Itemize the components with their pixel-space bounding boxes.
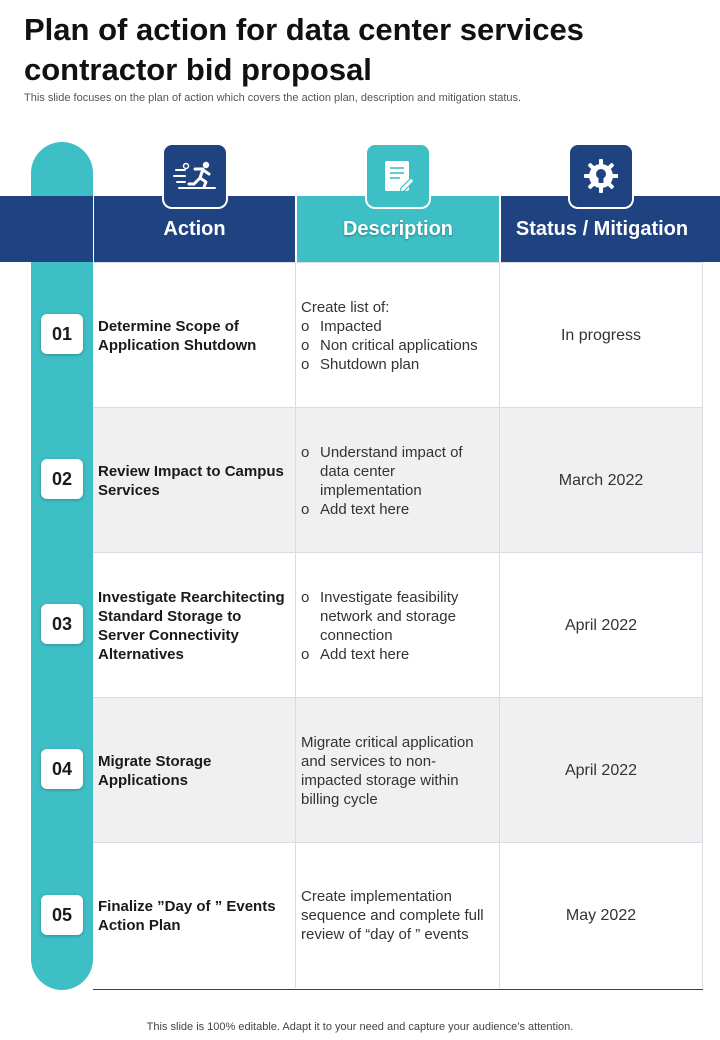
timeline-bar: [31, 142, 93, 990]
description-cell: [296, 408, 500, 553]
table-row: [93, 552, 703, 698]
table-row: [93, 697, 703, 843]
column-header-action: Action: [94, 196, 295, 262]
step-number-badge: 04: [41, 749, 83, 789]
status-cell: In progress: [500, 263, 703, 408]
description-bullet: o Shutdown plan: [301, 355, 493, 374]
action-plan-table: [93, 262, 703, 990]
description-intro: Create list of:: [301, 298, 390, 316]
description-bullet: o Non critical applications: [301, 336, 493, 355]
table-row: [93, 842, 703, 990]
action-cell: Investigate Rearchitecting Standard Storage to Server Connectivity Alternatives: [93, 553, 296, 698]
status-cell: May 2022: [500, 843, 703, 988]
action-cell: Review Impact to Campus Services: [93, 408, 296, 553]
footer-note: This slide is 100% editable. Adapt it to your need and capture your audience’s attention.: [146, 1021, 574, 1033]
table-row: [93, 407, 703, 553]
description-bullet: o Understand impact of data center implementation: [301, 443, 493, 500]
step-number-badge: 01: [41, 314, 83, 354]
gear-lightbulb-icon: [570, 145, 632, 207]
status-cell: March 2022: [500, 408, 703, 553]
header-band-left: [0, 196, 93, 262]
description-cell: [296, 263, 500, 408]
table-row: [93, 262, 703, 408]
description-bullet: o Add text here: [301, 645, 493, 664]
description-bullet: o Add text here: [301, 500, 493, 519]
description-cell: [296, 553, 500, 698]
column-header-status: Status / Mitigation: [501, 196, 703, 262]
column-header-description: Description: [297, 196, 499, 262]
page-subtitle: This slide focuses on the plan of action which covers the action plan, description and mitigation status.: [24, 92, 522, 104]
running-person-icon: [164, 145, 226, 207]
description-cell: [296, 698, 500, 843]
description-bullet: o Impacted: [301, 317, 493, 336]
step-number-badge: 02: [41, 459, 83, 499]
description-cell: [296, 843, 500, 988]
step-number-badge: 05: [41, 895, 83, 935]
status-cell: April 2022: [500, 698, 703, 843]
step-number-badge: 03: [41, 604, 83, 644]
action-cell: Determine Scope of Application Shutdown: [93, 263, 296, 408]
page-title: Plan of action for data center services contractor bid proposal: [24, 12, 584, 87]
action-cell: Migrate Storage Applications: [93, 698, 296, 843]
status-cell: April 2022: [500, 553, 703, 698]
description-text: Create implementation sequence and complete full review of “day of ” events: [301, 888, 484, 943]
description-bullet: o Investigate feasibility network and storage connection: [301, 588, 493, 645]
action-cell: Finalize ”Day of ” Events Action Plan: [93, 843, 296, 988]
document-icon: [367, 145, 429, 207]
header-band-right: [703, 196, 720, 262]
description-text: Migrate critical application and services to non-impacted storage within billing cycle: [301, 733, 474, 808]
